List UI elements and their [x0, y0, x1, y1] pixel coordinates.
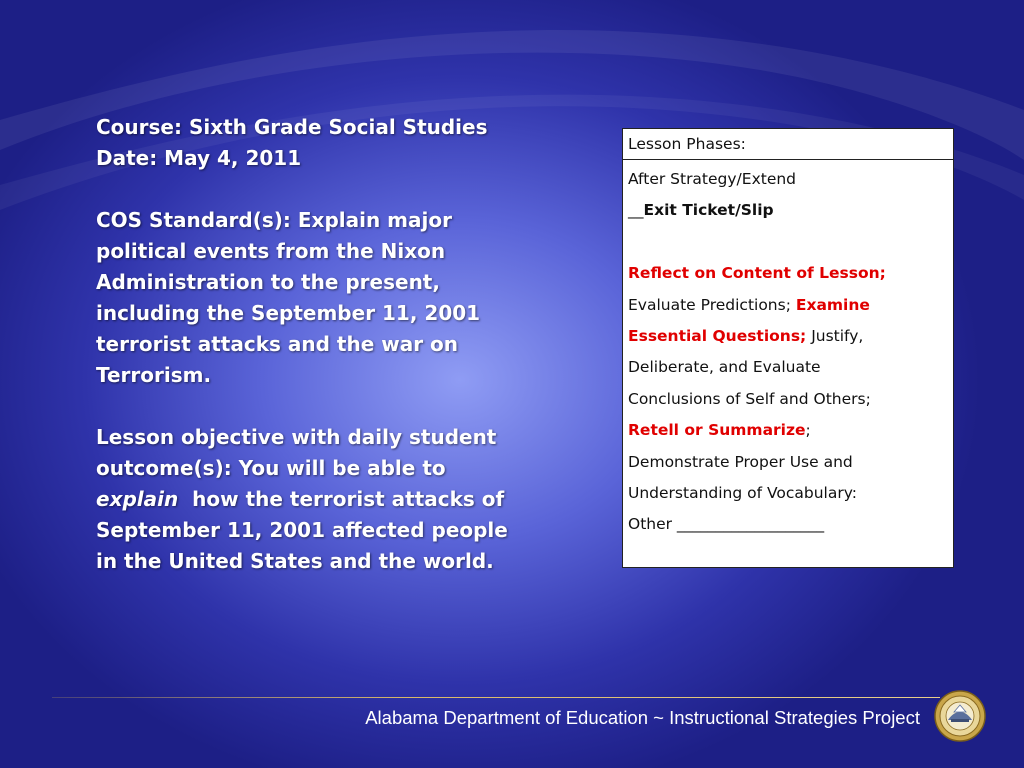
objective-line — [96, 484, 596, 515]
lesson-phases-header: Lesson Phases: — [623, 129, 953, 160]
objective-line: Lesson objective with daily student — [96, 425, 497, 449]
course-line: Course: Sixth Grade Social Studies — [96, 115, 488, 139]
exit-prefix: __ — [628, 201, 644, 220]
objective-line: September 11, 2001 affected people — [96, 518, 508, 542]
cos-standard-line: Administration to the present, — [96, 270, 440, 294]
footer-text: Alabama Department of Education ~ Instructional Strategies Project — [365, 707, 920, 728]
phase-line: Other ___________________ — [628, 515, 825, 534]
essential-questions-text: Essential Questions; — [628, 327, 807, 346]
state-seal-icon — [934, 690, 986, 742]
evaluate-text: Evaluate Predictions; — [628, 295, 796, 314]
date-line: Date: May 4, 2011 — [96, 146, 302, 170]
phase-line — [628, 415, 947, 446]
objective-line: outcome(s): You will be able to — [96, 456, 446, 480]
objective-line: in the United States and the world. — [96, 549, 494, 573]
objective-emphasis: explain — [96, 487, 179, 511]
phase-line: Understanding of Vocabulary: — [628, 484, 858, 503]
phase-line: After Strategy/Extend — [628, 170, 797, 188]
cos-standard-line: Terrorism. — [96, 363, 212, 387]
lesson-phases-box — [622, 128, 954, 568]
exit-ticket-label: Exit Ticket/Slip — [643, 201, 774, 220]
objective-line-rest: how the terrorist attacks of — [178, 487, 505, 511]
examine-text: Examine — [795, 295, 870, 314]
phase-line — [628, 290, 947, 321]
cos-standard-line: terrorist attacks and the war on — [96, 332, 458, 356]
lesson-phases-body — [623, 160, 953, 541]
phase-spacer — [628, 227, 947, 258]
phase-line — [628, 195, 947, 226]
reflect-line: Reflect on Content of Lesson; — [628, 264, 886, 283]
phase-line — [628, 321, 947, 352]
justify-text: Justify, — [806, 327, 864, 346]
cos-standard-line: COS Standard(s): Explain major — [96, 208, 452, 232]
phase-line: Deliberate, and Evaluate — [628, 358, 821, 377]
retell-text: Retell or Summarize — [628, 421, 806, 440]
cos-standard-line: political events from the Nixon — [96, 239, 446, 263]
lesson-info-text — [96, 112, 596, 577]
retell-suffix: ; — [805, 421, 811, 440]
phase-line: Conclusions of Self and Others; — [628, 389, 871, 408]
footer-divider — [52, 697, 940, 698]
phase-line: Demonstrate Proper Use and — [628, 452, 853, 471]
cos-standard-line: including the September 11, 2001 — [96, 301, 481, 325]
